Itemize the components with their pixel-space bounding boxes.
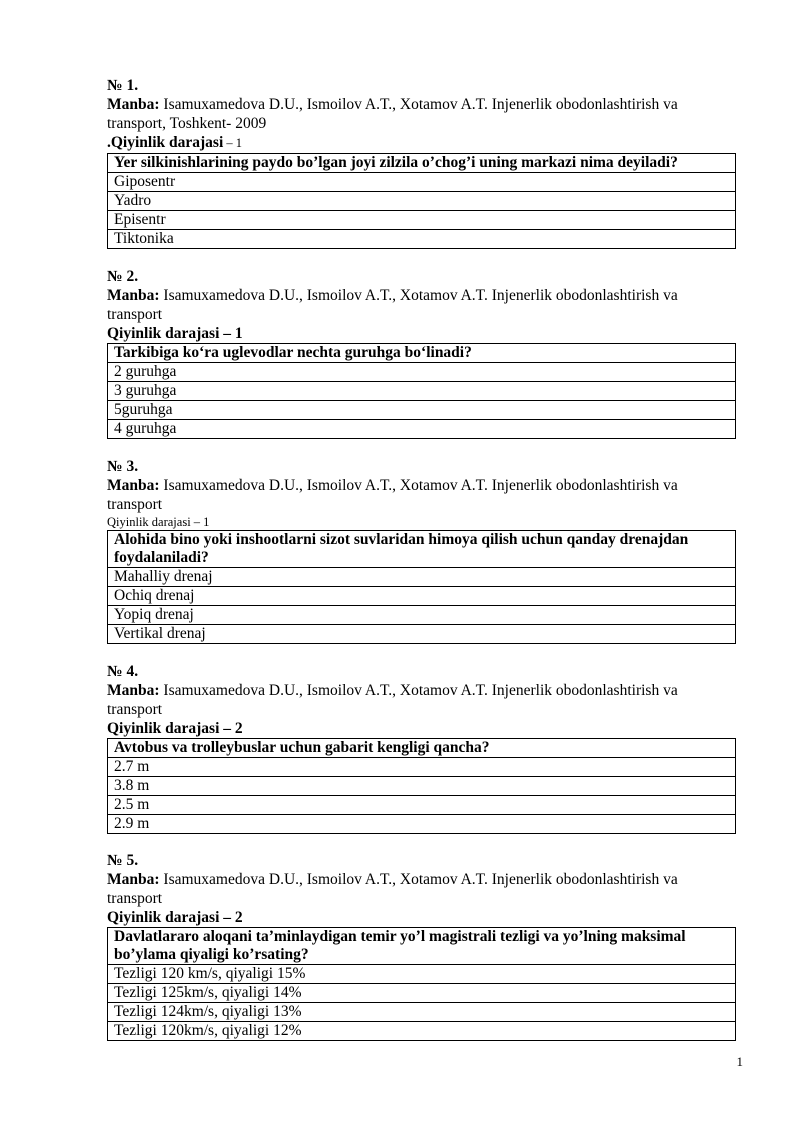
question-table [107,738,736,834]
question-text: Yer silkinishlarining paydo bo’lgan joyi zilzila o’chog’i uning markazi nima deyiladi? [108,154,736,173]
source-label: Manba: [107,477,160,494]
answer-option: Tezligi 120 km/s, qiyaligi 15% [108,965,736,984]
answer-option: Yopiq drenaj [108,606,736,625]
difficulty-value: – 1 [223,136,243,150]
question-block-1 [107,76,736,249]
answer-option: 2.9 m [108,815,736,834]
question-block-5 [107,851,736,1041]
difficulty-label: Qiyinlik darajasi – 1 [107,515,210,529]
question-number: № 5. [107,852,139,869]
answer-option: 2.5 m [108,796,736,815]
question-table [107,927,736,1041]
question-text: Tarkibiga koʻra uglevodlar nechta guruhga boʻlinadi? [108,344,736,363]
answer-option: 2.7 m [108,758,736,777]
question-block-2 [107,267,736,439]
question-text: Alohida bino yoki inshootlarni sizot suvlaridan himoya qilish uchun qanday drenajdan foydalaniladi? [108,531,736,568]
answer-option: 5guruhga [108,401,736,420]
question-number: № 3. [107,458,139,475]
question-table [107,530,736,644]
question-table [107,343,736,439]
answer-option: Tezligi 125km/s, qiyaligi 14% [108,984,736,1003]
question-block-4 [107,662,736,834]
answer-option: 3.8 m [108,777,736,796]
difficulty-label: Qiyinlik darajasi – 2 [107,909,243,926]
answer-option: Ochiq drenaj [108,587,736,606]
source-text: Isamuxamedova D.U., Ismoilov A.T., Xotamov A.T. Injenerlik obodonlashtirish va transport [107,287,678,323]
page-number: 1 [736,1054,743,1069]
question-table [107,153,736,249]
question-number: № 1. [107,77,139,94]
answer-option: Mahalliy drenaj [108,568,736,587]
source-line [107,286,736,324]
difficulty-label: Qiyinlik darajasi – 2 [107,720,243,737]
source-text: Isamuxamedova D.U., Ismoilov A.T., Xotamov A.T. Injenerlik obodonlashtirish va transport, Toshkent- 2009 [107,96,678,132]
source-text: Isamuxamedova D.U., Ismoilov A.T., Xotamov A.T. Injenerlik obodonlashtirish va transport [107,871,678,907]
source-line [107,476,736,514]
answer-option: 4 guruhga [108,420,736,439]
source-text: Isamuxamedova D.U., Ismoilov A.T., Xotamov A.T. Injenerlik obodonlashtirish va transport [107,477,678,513]
answer-option: Giposentr [108,173,736,192]
answer-option: Yadro [108,192,736,211]
source-line [107,95,736,133]
answer-option: Tezligi 120km/s, qiyaligi 12% [108,1022,736,1041]
question-number: № 2. [107,268,139,285]
source-label: Manba: [107,287,160,304]
answer-option: Tiktonika [108,230,736,249]
source-text: Isamuxamedova D.U., Ismoilov A.T., Xotamov A.T. Injenerlik obodonlashtirish va transport [107,682,678,718]
question-text: Avtobus va trolleybuslar uchun gabarit kengligi qancha? [108,739,736,758]
source-line [107,870,736,908]
question-text: Davlatlararo aloqani ta’minlaydigan temir yo’l magistrali tezligi va yo’lning maksimal bo’ylama qiyaligi ko’rsating? [108,928,736,965]
answer-option: Vertikal drenaj [108,625,736,644]
answer-option: 3 guruhga [108,382,736,401]
answer-option: 2 guruhga [108,363,736,382]
source-label: Manba: [107,96,160,113]
difficulty-label: Qiyinlik darajasi – 1 [107,325,243,342]
difficulty-line [107,133,736,153]
source-line [107,681,736,719]
question-number: № 4. [107,663,139,680]
difficulty-label: .Qiyinlik darajasi [107,134,224,151]
source-label: Manba: [107,682,160,699]
question-block-3 [107,457,736,644]
source-label: Manba: [107,871,160,888]
answer-option: Episentr [108,211,736,230]
answer-option: Tezligi 124km/s, qiyaligi 13% [108,1003,736,1022]
